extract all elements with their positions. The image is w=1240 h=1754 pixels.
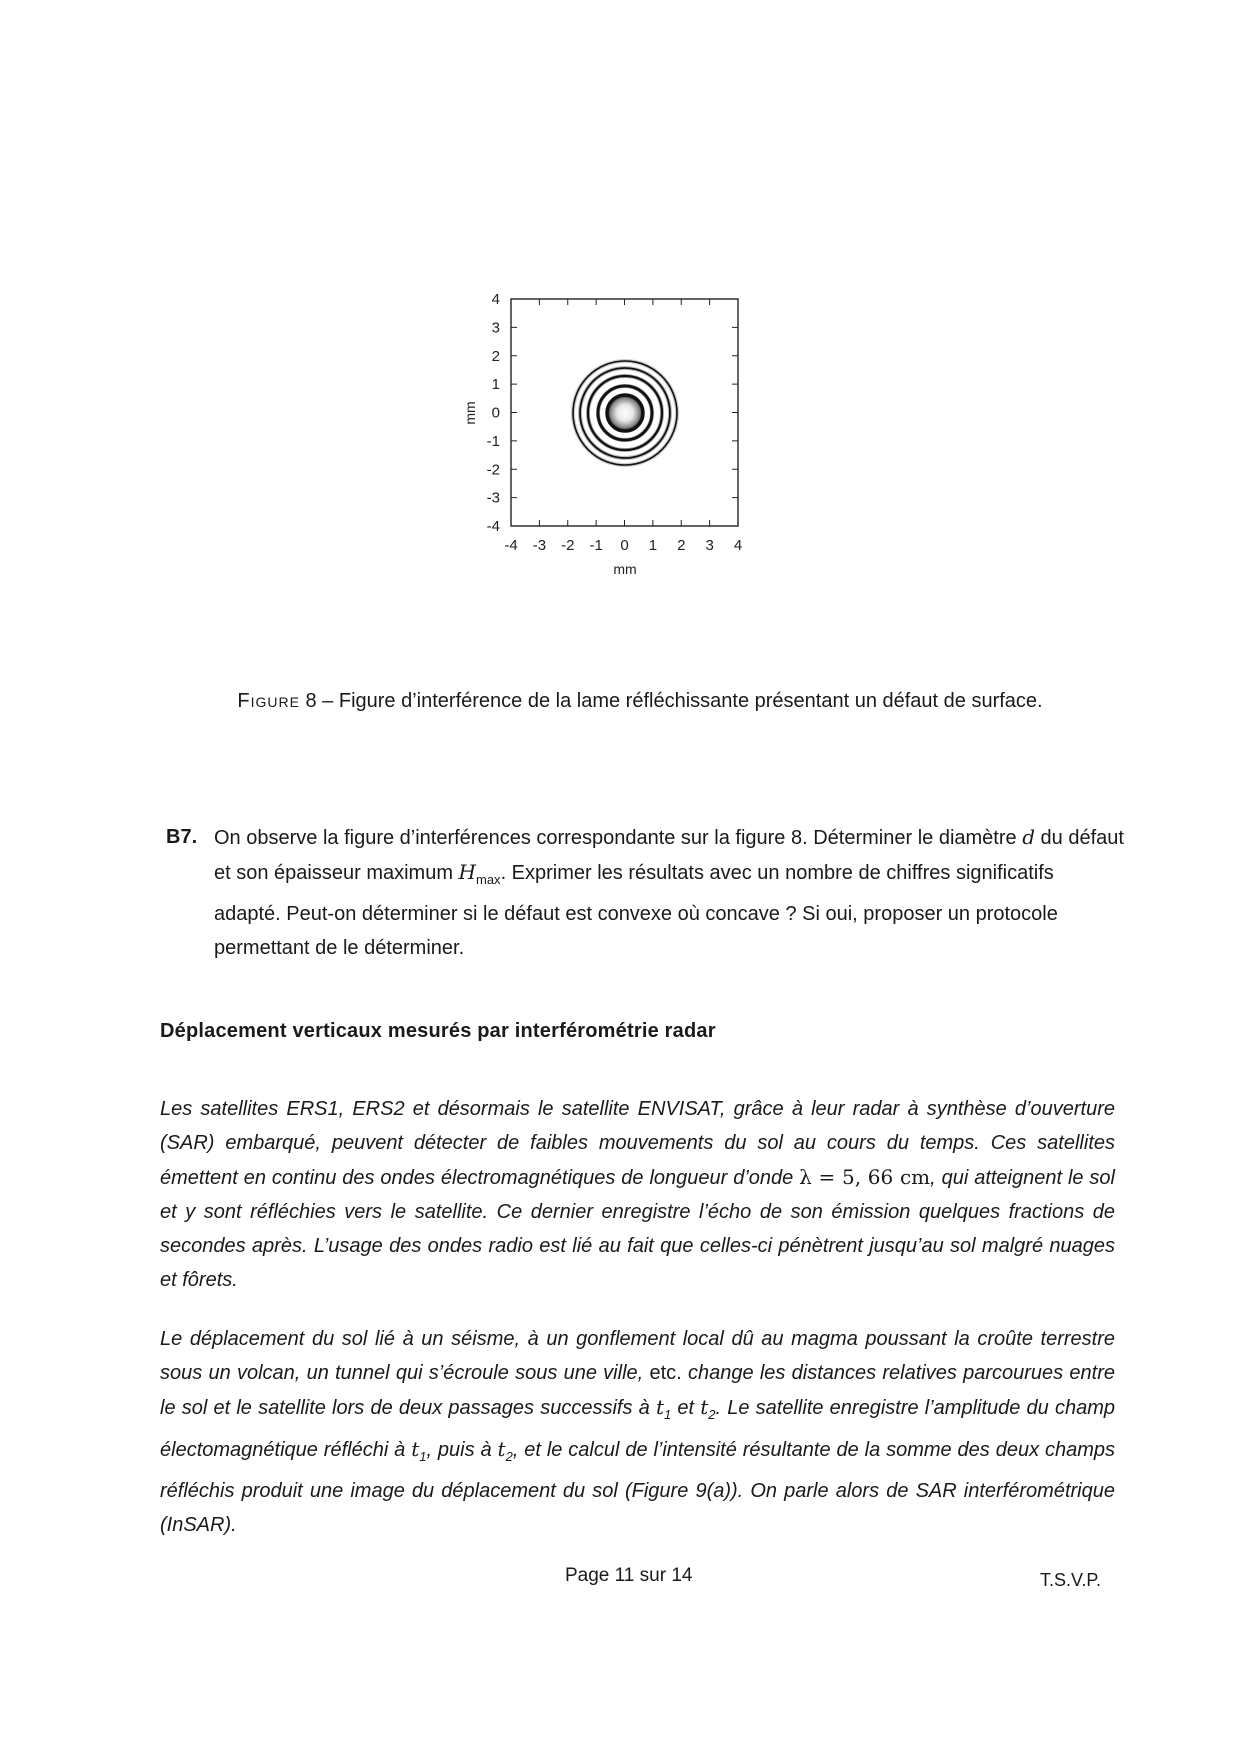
y-tick-label: -1 xyxy=(486,432,500,450)
y-tick-label: -2 xyxy=(486,461,500,479)
y-tick-label: -3 xyxy=(486,489,500,507)
figure-caption xyxy=(160,690,1120,713)
para2-etc: etc. xyxy=(649,1362,682,1384)
paragraph-2 xyxy=(160,1322,1115,1542)
question-part3: . Exprimer les résultats avec un nombre de chiffres significatifs adapté. Peut-on déterminer si le défaut est convexe où concave ? Si oui, proposer un protocole permettant de le déterminer. xyxy=(214,862,1058,959)
y-tick-label: 0 xyxy=(491,404,500,422)
question-part2: du défaut et son épaisseur maximum xyxy=(214,827,1124,884)
y-tick-label: 3 xyxy=(491,319,500,337)
tsvp-mark: T.S.V.P. xyxy=(1040,1570,1102,1590)
var-t1-sub: 1 xyxy=(663,1407,672,1422)
var-h: H xyxy=(458,860,476,884)
var-t2b-sub: 2 xyxy=(505,1449,513,1464)
y-tick-label: 2 xyxy=(491,347,500,365)
x-tick-label: 1 xyxy=(648,537,658,554)
caption-prefix: Figure xyxy=(237,690,300,712)
para1-part2: , qui atteignent le sol et y sont réfléchies vers le satellite. Ce dernier enregistre l’écho de son émission quelques fractions de secondes après. L’usage des ondes radio est lié au fait que celles-ci pénètrent jusqu’au sol malgré nuages et fôrets. xyxy=(160,1167,1115,1291)
caption-number: 8 xyxy=(305,690,317,712)
y-tick-label: -4 xyxy=(486,518,500,535)
x-tick-label: -1 xyxy=(589,537,603,554)
para1-part1: Les satellites ERS1, ERS2 et désormais le satellite ENVISAT, grâce à leur radar à synthèse d’ouverture (SAR) embarqué, peuvent détecter de faibles mouvements du sol au cours du temps. Ces satellites émettent en continu des ondes électromagnétiques de longueur d’onde xyxy=(160,1098,1115,1189)
var-t2b: t xyxy=(497,1437,506,1461)
var-h-sub: max xyxy=(476,872,501,887)
interference-rings xyxy=(573,361,677,465)
question-text xyxy=(214,820,1126,965)
caption-text: – Figure d’interférence de la lame réfléchissante présentant un défaut de surface. xyxy=(316,690,1043,712)
para2-part1: Le déplacement du sol lié à un séisme, à un gonflement local dû au magma poussant la croûte terrestre sous un volcan, un tunnel qui s’écroule sous une ville, xyxy=(160,1328,1115,1384)
var-t1b-sub: 1 xyxy=(419,1449,427,1464)
para2-and: et xyxy=(671,1397,701,1419)
x-axis-unit: mm xyxy=(613,561,637,577)
var-t1: t xyxy=(655,1395,664,1419)
y-tick-label: 1 xyxy=(491,376,500,394)
section-title: Déplacement verticaux mesurés par interférométrie radar xyxy=(160,1020,716,1042)
question-b7 xyxy=(166,820,1126,965)
para2-part4: , puis à xyxy=(426,1439,498,1461)
x-tick-label: 0 xyxy=(620,537,629,554)
lambda-value: λ = 5, 66 cm xyxy=(799,1165,931,1189)
var-t1b: t xyxy=(411,1437,420,1461)
question-part1: On observe la figure d’interférences correspondante sur la figure 8. Déterminer le diamètre xyxy=(214,827,1023,849)
var-t2-sub: 2 xyxy=(708,1407,716,1422)
question-label: B7. xyxy=(166,826,198,848)
x-tick-label: -3 xyxy=(532,537,547,554)
para2-part3: . Le satellite enregistre l’amplitude du champ électomagnétique réfléchi à xyxy=(160,1397,1116,1461)
y-tick-label: 4 xyxy=(491,291,500,308)
var-t2: t xyxy=(700,1395,709,1419)
x-tick-label: 2 xyxy=(677,537,686,554)
interference-figure xyxy=(440,285,800,625)
x-tick-label: 3 xyxy=(705,537,714,554)
x-tick-label: -4 xyxy=(504,537,518,554)
x-tick-label: 4 xyxy=(733,537,743,554)
paragraph-1 xyxy=(160,1092,1115,1297)
x-tick-label: -2 xyxy=(561,537,575,554)
var-d: d xyxy=(1022,825,1035,849)
page-number: Page 11 sur 14 xyxy=(565,1565,693,1586)
y-axis-unit: mm xyxy=(462,401,478,425)
para2-part5: , et le calcul de l’intensité résultante de la somme des deux champs réfléchis produit une image du déplacement du sol (Figure 9(a)). On parle alors de SAR interférométrique (InSAR). xyxy=(160,1439,1115,1536)
para2-part2: change les distances relatives parcourues entre le sol et le satellite lors de deux passages successifs à xyxy=(160,1362,1115,1419)
